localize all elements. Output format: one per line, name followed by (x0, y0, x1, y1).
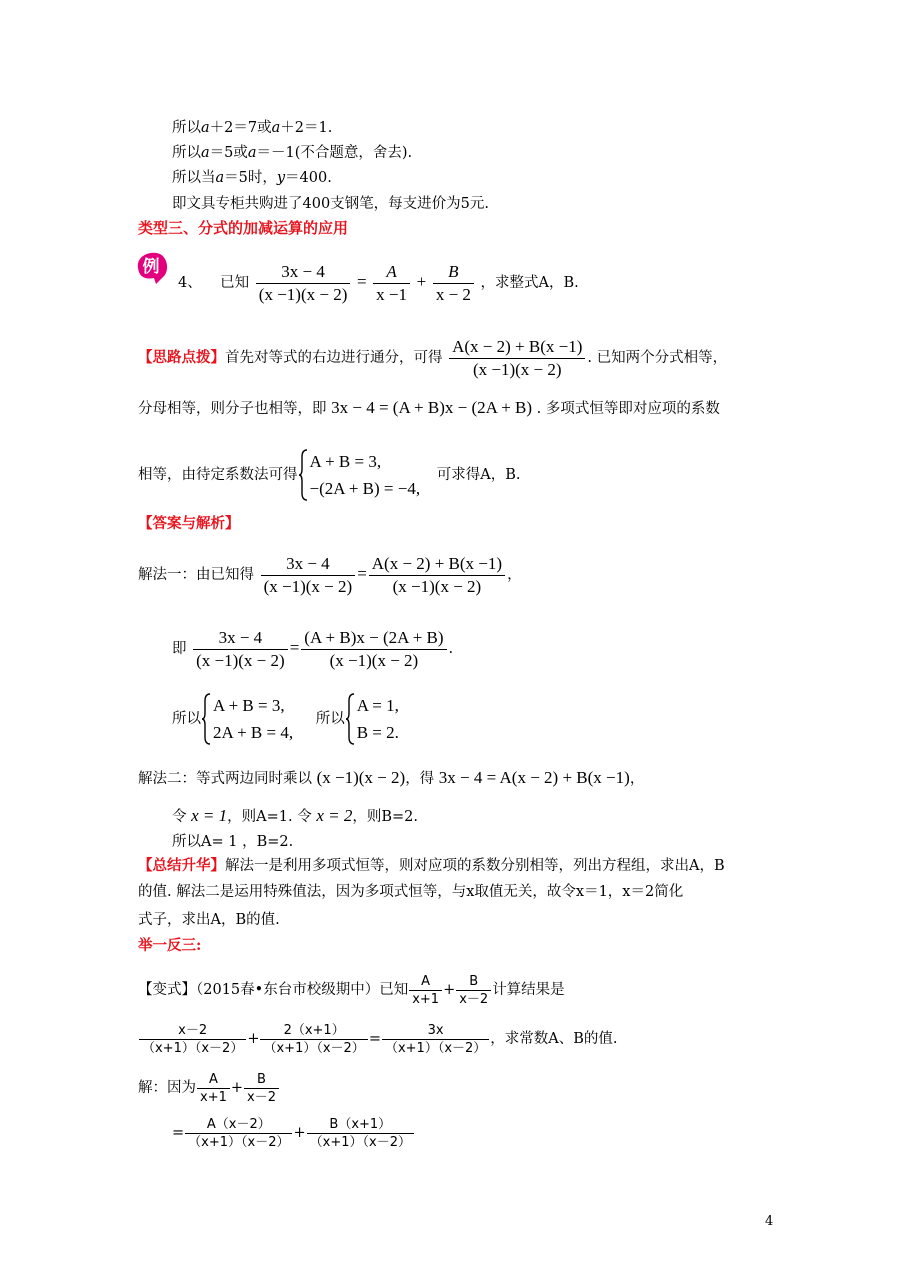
variant-tail-2: ，求常数A、B的值. (490, 1031, 618, 1047)
method1-rhs-fraction (369, 553, 505, 598)
fraction-numerator: A（x－2） (206, 1116, 271, 1132)
equals-sign: = (356, 272, 367, 291)
fraction-denominator: （x+1）（x－2） (260, 1039, 367, 1057)
hint-text-3: 分母相等，则分子也相等，即 (138, 401, 327, 417)
fraction-denominator: x－2 (244, 1088, 279, 1106)
method1-lhs-fraction (261, 553, 356, 598)
then-2: ，则B=2. (352, 809, 418, 825)
variant-fraction-h1 (197, 1071, 230, 1106)
suoyi2-label: 所以 (315, 711, 345, 727)
method1b-rhs-fraction (301, 627, 446, 672)
prev-line-3: 所以当𝑎＝5时，𝑦＝400. (172, 170, 332, 186)
example-badge-label: 例 (142, 257, 160, 277)
equals-sign: = (357, 564, 367, 583)
fraction-denominator: (x −1)(x − 2) (369, 575, 505, 598)
suoyi-label: 所以 (172, 711, 201, 727)
prev-line-1: 所以𝑎＋2＝7或𝑎＋2＝1. (172, 120, 333, 136)
example-term2-fraction (433, 261, 474, 306)
variant-fraction-k1 (185, 1116, 292, 1151)
plus-sign: + (247, 1031, 260, 1047)
summary-line-3: 式子，求出A，B的值. (138, 912, 280, 928)
fraction-denominator: （x+1）（x－2） (307, 1133, 414, 1151)
method1b-lhs-fraction (193, 627, 288, 672)
example-4 (178, 258, 579, 307)
then-1: ，则A=1. 令 (227, 809, 312, 825)
fraction-numerator: B (448, 261, 459, 281)
plus-sign: + (293, 1125, 306, 1141)
left-brace-icon (298, 449, 308, 501)
fraction-denominator: x − 2 (433, 283, 474, 306)
variant-line-1 (138, 970, 565, 1010)
ji-label: 即 (172, 641, 187, 657)
final-answer: 所以A= 1 ，B=2. (172, 834, 294, 850)
x-equals-2: x = 2 (316, 806, 353, 825)
example-badge-icon (134, 248, 170, 286)
system-b (357, 692, 399, 746)
variant-line-2 (138, 1018, 618, 1060)
method2-line (138, 766, 644, 791)
fraction-numerator: 3x − 4 (218, 627, 263, 647)
plus-sign: + (230, 1080, 244, 1096)
hint-line-1 (138, 334, 727, 382)
variant-fraction-k2 (307, 1116, 414, 1151)
fraction-numerator: 2（x+1） (283, 1022, 345, 1038)
fraction-denominator: (x −1)(x − 2) (193, 649, 288, 672)
fraction-numerator: B（x+1） (329, 1116, 392, 1132)
plus-sign: + (416, 272, 427, 291)
hint-text-5: 相等，由待定系数法可得 (138, 467, 298, 483)
example-term1-fraction (373, 261, 410, 306)
system-line: B = 2. (356, 723, 399, 742)
hint-line-2 (138, 398, 720, 419)
fraction-denominator: (x −1)(x − 2) (449, 358, 585, 381)
variant-solution-line-2 (172, 1112, 415, 1154)
fraction-denominator: （x+1）（x－2） (382, 1039, 489, 1057)
variant-tail: 计算结果是 (492, 982, 565, 998)
fraction-numerator: A(x − 2) + B(x −1) (452, 336, 583, 356)
prev-line-2: 所以𝑎＝5或𝑎＝－1(不合题意，舍去). (172, 145, 413, 161)
page-number: 4 (765, 1214, 774, 1229)
system-line: −(2A + B) = −4, (309, 479, 421, 498)
variant-fraction-b (456, 973, 491, 1008)
fraction-denominator: (x −1)(x − 2) (301, 649, 446, 672)
left-brace-icon (201, 693, 211, 745)
substitution-line (172, 804, 418, 829)
method1-lead: 解法一：由已知得 (138, 567, 254, 583)
summary-label: 【总结升华】 (138, 857, 225, 874)
practice-heading: 举一反三: (138, 937, 202, 954)
system-line: A = 1, (356, 696, 399, 715)
system-a (213, 692, 293, 746)
fraction-numerator: 3x (427, 1022, 444, 1038)
system-line: A + B = 3, (309, 452, 382, 471)
method2-factor: (x −1)(x − 2) (316, 768, 406, 787)
variant-solution-lead: 解：因为 (138, 1080, 196, 1096)
hint-text-6: 可求得A，B. (436, 467, 521, 483)
fraction-numerator: 3x − 4 (286, 553, 330, 573)
variant-solution-line-1 (138, 1068, 280, 1108)
method2-de: ，得 (405, 771, 435, 787)
fraction-denominator: (x −1)(x − 2) (256, 283, 351, 306)
example-number: 4、 (178, 275, 202, 291)
method2-equation: 3x − 4 = A(x − 2) + B(x −1) (438, 768, 630, 787)
dot: . (448, 641, 454, 657)
fraction-denominator: x −1 (373, 283, 410, 306)
method1-tail: ， (507, 567, 522, 583)
ling-label: 令 (172, 809, 187, 825)
example-lhs-fraction (256, 261, 351, 306)
fraction-numerator: 3x − 4 (281, 261, 325, 281)
fraction-numerator: (A + B)x − (2A + B) (304, 627, 444, 647)
fraction-numerator: B (257, 1071, 266, 1087)
left-brace-icon (345, 693, 355, 745)
fraction-denominator: x+1 (409, 990, 442, 1008)
hint-label: 【思路点拨】 (138, 349, 225, 366)
system-line: A + B = 3, (213, 696, 285, 715)
fraction-numerator: A (208, 1071, 218, 1087)
x-equals-1: x = 1 (191, 806, 228, 825)
variant-fraction-g1 (139, 1022, 246, 1057)
hint-text-2: . 已知两个分式相等， (587, 350, 728, 366)
method1-line (138, 550, 522, 599)
hint-system (310, 448, 421, 502)
equals-sign: = (289, 638, 300, 657)
variant-fraction-h2 (244, 1071, 279, 1106)
summary-line-2: 的值. 解法二是运用特殊值法，因为多项式恒等，与x取值无关，故令x＝1，x＝2简化 (138, 884, 684, 900)
hint-equation: 3x − 4 = (A + B)x − (2A + B) (331, 398, 533, 417)
summary-line-1 (138, 856, 725, 876)
fraction-denominator: （x+1）（x－2） (185, 1133, 292, 1151)
variant-fraction-g2 (260, 1022, 367, 1057)
fraction-numerator: A(x − 2) + B(x −1) (371, 553, 503, 573)
fraction-denominator: x－2 (456, 990, 491, 1008)
variant-fraction-g3 (382, 1022, 489, 1057)
method2-tail: ， (629, 771, 645, 787)
fraction-numerator: x－2 (178, 1022, 208, 1038)
section-heading: 类型三、分式的加减运算的应用 (138, 219, 349, 237)
fraction-denominator: （x+1）（x－2） (139, 1039, 246, 1057)
fraction-denominator: x+1 (197, 1088, 230, 1106)
equals-sign: = (172, 1125, 185, 1141)
fraction-numerator: B (469, 973, 479, 989)
hint-text-1: 首先对等式的右边进行通分，可得 (225, 350, 443, 366)
example-tail: ，求整式A，B. (480, 275, 579, 291)
method2-lead: 解法二：等式两边同时乘以 (138, 771, 312, 787)
example-lead: 已知 (220, 275, 250, 291)
hint-line-3 (138, 448, 520, 502)
prev-line-4: 即文具专柜共购进了400支钢笔，每支进价为5元. (172, 196, 490, 212)
fraction-denominator: (x −1)(x − 2) (261, 575, 356, 598)
answer-label: 【答案与解析】 (138, 515, 240, 532)
equals-sign: = (368, 1031, 381, 1047)
hint-text-4: . 多项式恒等即对应项的系数 (536, 401, 720, 417)
system-line: 2A + B = 4, (213, 723, 294, 742)
hint-fraction (449, 336, 585, 381)
variant-label: 【变式】（2015春•东台市校级期中）已知 (138, 982, 409, 998)
method1b-line (172, 624, 453, 673)
summary-text-1: 解法一是利用多项式恒等，则对应项的系数分别相等，列出方程组，求出A，B (225, 858, 725, 874)
variant-fraction-a (409, 973, 442, 1008)
fraction-numerator: A (386, 261, 397, 281)
plus-sign: + (443, 982, 456, 998)
systems-line (172, 692, 399, 746)
fraction-numerator: A (421, 973, 431, 989)
